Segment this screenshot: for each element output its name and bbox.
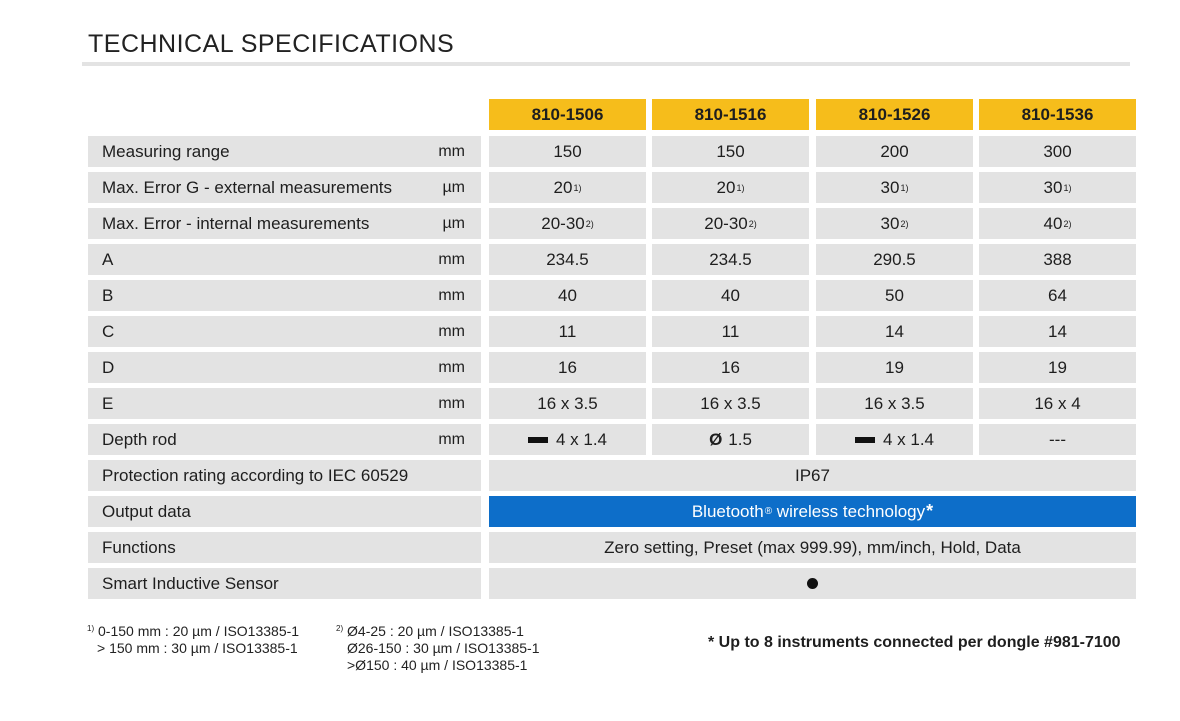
row-2-unit: µm [442, 178, 465, 196]
span-row-2-label-cell [88, 496, 481, 527]
cell-text: 234.5 [709, 249, 752, 269]
cell-text: 200 [880, 141, 909, 161]
cell-text: 4 x 1.4 [882, 429, 935, 449]
row-1-value-2 [652, 136, 809, 167]
row-2-value-2 [652, 172, 809, 203]
cell-text: 300 [1043, 141, 1072, 161]
cell-text: 4 x 1.4 [555, 429, 608, 449]
row-1-unit: mm [438, 142, 465, 160]
span-row-3-value [489, 532, 1136, 563]
model-header-4: 810-1536 [979, 99, 1136, 130]
row-3-label: Max. Error - internal measurements [102, 213, 370, 233]
cell-text: 11 [721, 321, 740, 341]
cell-text: 40 [558, 285, 577, 305]
cell-text: 14 [1048, 321, 1067, 341]
cell-text: 30 [880, 177, 900, 197]
row-5-value-2 [652, 280, 809, 311]
cell-text: Bluetooth [691, 501, 764, 521]
span-row-1-label: Protection rating according to IEC 60529 [102, 465, 409, 485]
footnote-ref: 1) [573, 182, 582, 193]
row-9-value-2 [652, 424, 809, 455]
row-1-value-4 [979, 136, 1136, 167]
model-header-3: 810-1526 [816, 99, 973, 130]
row-9-value-4 [979, 424, 1136, 455]
span-row-2-label: Output data [102, 501, 191, 521]
row-1-value-3 [816, 136, 973, 167]
row-4-value-4 [979, 244, 1136, 275]
row-2-label-cell [88, 172, 481, 203]
row-4-unit: mm [438, 250, 465, 268]
cell-text: IP67 [795, 465, 830, 485]
cell-text: 40 [721, 285, 740, 305]
row-5-value-3 [816, 280, 973, 311]
row-6-label: C [102, 321, 115, 341]
footnote-2-line-3: >Ø150 : 40 µm / ISO13385-1 [347, 657, 528, 673]
row-7-unit: mm [438, 358, 465, 376]
row-8-value-1 [489, 388, 646, 419]
page-title: TECHNICAL SPECIFICATIONS [88, 30, 455, 58]
row-2-label: Max. Error G - external measurements [102, 177, 393, 197]
row-4-label-cell [88, 244, 481, 275]
row-5-label: B [102, 285, 114, 305]
model-header-1: 810-1506 [489, 99, 646, 130]
cell-text: 64 [1048, 285, 1067, 305]
row-3-value-2 [652, 208, 809, 239]
row-6-value-4 [979, 316, 1136, 347]
cell-text: 16 [721, 357, 740, 377]
row-8-unit: mm [438, 394, 465, 412]
row-3-value-1 [489, 208, 646, 239]
span-row-2-value [489, 496, 1136, 527]
span-row-4-value [489, 568, 1136, 599]
row-8-value-4 [979, 388, 1136, 419]
cell-text: 150 [716, 141, 745, 161]
cell-text: 30 [880, 213, 900, 233]
cell-text: 20 [716, 177, 736, 197]
footnote-2-line-2: Ø26-150 : 30 µm / ISO13385-1 [347, 640, 540, 656]
filled-dot-icon [807, 578, 818, 589]
span-row-4-label: Smart Inductive Sensor [102, 573, 279, 593]
cell-text: 50 [885, 285, 904, 305]
row-5-unit: mm [438, 286, 465, 304]
footnote-2-line-1: Ø4-25 : 20 µm / ISO13385-1 [347, 623, 524, 639]
cell-text: 11 [558, 321, 577, 341]
cell-text: 19 [1048, 357, 1067, 377]
row-8-value-2 [652, 388, 809, 419]
footnote-1-line-2: > 150 mm : 30 µm / ISO13385-1 [97, 640, 298, 656]
row-7-label: D [102, 357, 115, 377]
row-7-value-2 [652, 352, 809, 383]
row-2-value-3 [816, 172, 973, 203]
row-1-label-cell [88, 136, 481, 167]
row-6-label-cell [88, 316, 481, 347]
cell-text: 20-30 [541, 213, 585, 233]
cell-text: 16 x 3.5 [700, 393, 761, 413]
cell-text-rest: wireless technology [772, 501, 926, 521]
row-6-value-2 [652, 316, 809, 347]
cell-text: 290.5 [873, 249, 916, 269]
row-7-label-cell [88, 352, 481, 383]
cell-text: 20 [553, 177, 573, 197]
footnote-2-mark: 2) [336, 624, 344, 633]
cell-text: 16 x 4 [1034, 393, 1081, 413]
row-9-value-3 [816, 424, 973, 455]
cell-text: 234.5 [546, 249, 589, 269]
row-9-unit: mm [438, 430, 465, 448]
cell-text: 30 [1043, 177, 1063, 197]
rect-section-icon [528, 437, 548, 443]
cell-text: 14 [885, 321, 904, 341]
footnote-1 [87, 620, 299, 657]
row-2-value-1 [489, 172, 646, 203]
row-4-label: A [102, 249, 114, 269]
cell-text: --- [1049, 429, 1066, 449]
cell-text: 1.5 [728, 429, 752, 449]
cell-text: 16 x 3.5 [537, 393, 598, 413]
cell-text: 19 [885, 357, 904, 377]
row-9-label: Depth rod [102, 429, 177, 449]
footnote-ref: 2) [900, 218, 909, 229]
span-row-3-label-cell [88, 532, 481, 563]
row-9-label-cell [88, 424, 481, 455]
row-6-unit: mm [438, 322, 465, 340]
asterisk-mark: * [926, 501, 934, 521]
row-5-label-cell [88, 280, 481, 311]
cell-text: 150 [553, 141, 582, 161]
model-header-2: 810-1516 [652, 99, 809, 130]
row-8-label-cell [88, 388, 481, 419]
row-5-value-1 [489, 280, 646, 311]
row-3-unit: µm [442, 214, 465, 232]
footnote-ref: 2) [1063, 218, 1072, 229]
footnote-ref: 1) [1063, 182, 1072, 193]
cell-text: 16 [558, 357, 577, 377]
span-row-3-label: Functions [102, 537, 176, 557]
cell-text: 20-30 [704, 213, 748, 233]
cell-text: 40 [1043, 213, 1063, 233]
row-4-value-3 [816, 244, 973, 275]
row-4-value-1 [489, 244, 646, 275]
row-4-value-2 [652, 244, 809, 275]
row-1-value-1 [489, 136, 646, 167]
footnote-ref: 1) [900, 182, 909, 193]
row-8-value-3 [816, 388, 973, 419]
footnote-1-mark: 1) [87, 624, 95, 633]
cell-text: 388 [1043, 249, 1072, 269]
title-divider [82, 62, 1130, 66]
row-3-label-cell [88, 208, 481, 239]
footnote-ref: 2) [585, 218, 594, 229]
span-row-1-label-cell [88, 460, 481, 491]
row-6-value-3 [816, 316, 973, 347]
footnote-1-line-1: 0-150 mm : 20 µm / ISO13385-1 [98, 623, 300, 639]
diameter-icon: Ø [709, 429, 723, 449]
row-7-value-4 [979, 352, 1136, 383]
row-1-label: Measuring range [102, 141, 230, 161]
cell-text: 16 x 3.5 [864, 393, 925, 413]
row-6-value-1 [489, 316, 646, 347]
dongle-note: * Up to 8 instruments connected per dongle #981-7100 [708, 634, 1121, 651]
footnote-ref: 1) [736, 182, 745, 193]
cell-text: Zero setting, Preset (max 999.99), mm/inch, Hold, Data [604, 537, 1021, 557]
span-row-4-label-cell [88, 568, 481, 599]
registered-mark: ® [764, 506, 773, 517]
row-9-value-1 [489, 424, 646, 455]
footnote-2 [336, 620, 540, 674]
footnote-ref: 2) [748, 218, 757, 229]
row-7-value-3 [816, 352, 973, 383]
row-3-value-4 [979, 208, 1136, 239]
row-8-label: E [102, 393, 114, 413]
row-2-value-4 [979, 172, 1136, 203]
row-7-value-1 [489, 352, 646, 383]
span-row-1-value [489, 460, 1136, 491]
row-3-value-3 [816, 208, 973, 239]
row-5-value-4 [979, 280, 1136, 311]
rect-section-icon [855, 437, 875, 443]
